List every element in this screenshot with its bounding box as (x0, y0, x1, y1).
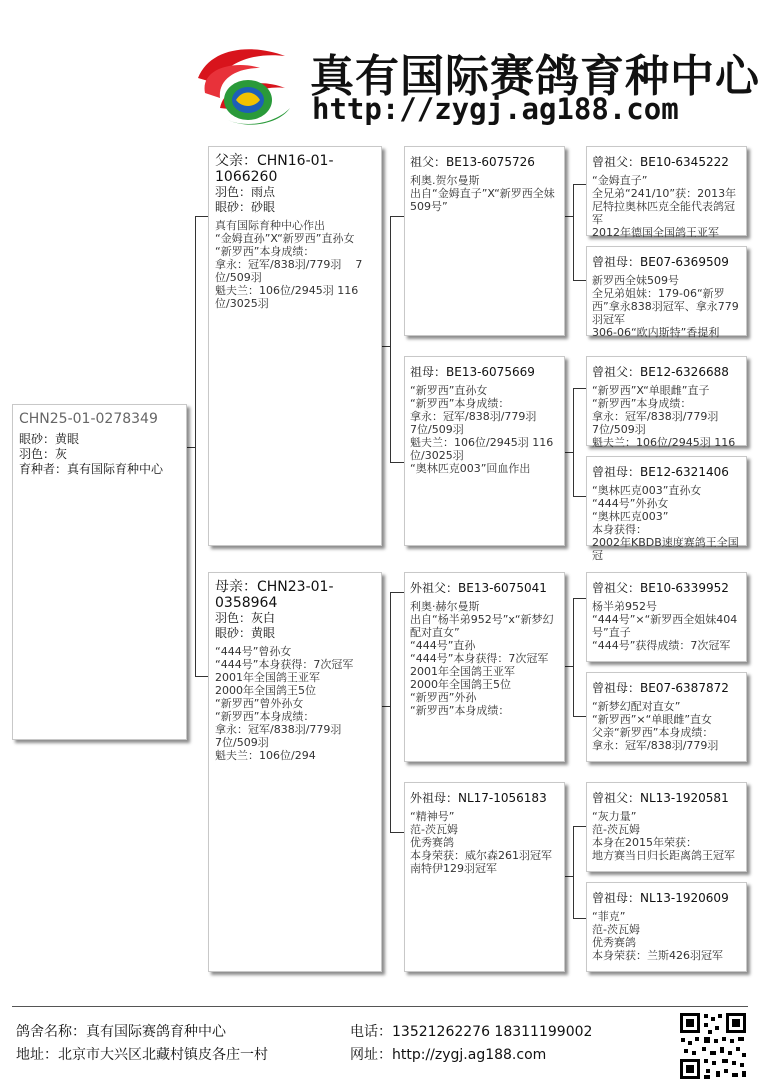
grandsire-card (404, 146, 565, 336)
dam-eye: 眼砂：黄眼 (215, 626, 276, 640)
maternal-granddam-notes: “精神号” 范-茨瓦姆 优秀赛鸽 本身荣获：威尔森261羽冠军 南特伊129羽冠军 (410, 810, 552, 875)
connector-line (390, 216, 391, 462)
granddam-ring: 祖母：BE13-6075669 (410, 365, 535, 379)
footer-loft-label: 鸽舍名称： (16, 1024, 86, 1040)
connector-line (565, 876, 573, 877)
connector-line (390, 216, 404, 217)
maternal-grandsire-card (404, 572, 565, 762)
great-grandparent-card-2 (586, 246, 747, 339)
great-grandparent-ring: 曾祖母：BE07-6387872 (592, 681, 729, 695)
connector-line (382, 706, 390, 707)
connector-line (573, 918, 586, 919)
connector-line (390, 592, 404, 593)
connector-line (565, 452, 573, 453)
connector-line (573, 826, 586, 827)
connector-line (187, 447, 195, 448)
grandsire-ring: 祖父：BE13-6075726 (410, 155, 535, 169)
great-grandparent-ring: 曾祖母：BE07-6369509 (592, 255, 729, 269)
connector-line (565, 666, 573, 667)
connector-line (573, 184, 574, 280)
connector-line (573, 388, 586, 389)
sire-card (208, 146, 382, 546)
great-grandparent-ring: 曾祖父：BE10-6345222 (592, 155, 729, 169)
connector-line (573, 598, 574, 716)
footer-phone (350, 1021, 592, 1041)
maternal-grandsire-notes: 利奥·赫尔曼斯 出自“杨半弟952号”x“新梦幻配对直女” “444号”直孙 “444号”本身获得：7次冠军 2001年全国鸽王亚军 2000年全国鸽王5位 “新罗西”外孙 “新罗西”本身成绩： (410, 600, 554, 717)
sire-notes: 真有国际育种中心作出 “金姆直孙”X“新罗西”直孙女 “新罗西”本身成绩： 拿永：冠军/838羽/779羽 7位/509羽 魁夫兰：106位/2945羽 116位/3025羽 (215, 219, 363, 310)
footer-address (16, 1044, 268, 1064)
connector-line (390, 462, 404, 463)
sire-eye: 眼砂：砂眼 (215, 200, 276, 214)
great-grandparent-notes: “灰力量” 范-茨瓦姆 本身在2015年荣获： 地方赛当日归长距离鸽王冠军 (592, 810, 735, 862)
footer-address-value: 北京市大兴区北藏村镇皮各庄一村 (58, 1047, 268, 1063)
great-grandparent-card-6 (586, 672, 747, 762)
great-grandparent-ring: 曾祖父：NL13-1920581 (592, 791, 729, 805)
footer-web-value[interactable]: http://zygj.ag188.com (392, 1047, 547, 1063)
grandsire-notes: 利奥.贺尔曼斯 出自“金姆直子”X“新罗西全妹509号” (410, 174, 555, 213)
connector-line (195, 676, 208, 677)
great-grandparent-card-5 (586, 572, 747, 662)
maternal-granddam-card (404, 782, 565, 972)
great-grandparent-card-7 (586, 782, 747, 872)
great-grandparent-card-4 (586, 456, 747, 562)
logo-emblem-icon (190, 38, 302, 128)
header-url[interactable]: http://zygj.ag188.com (312, 92, 679, 126)
connector-line (382, 346, 390, 347)
footer-web-label: 网址： (350, 1047, 392, 1063)
great-grandparent-ring: 曾祖母：BE12-6321406 (592, 465, 729, 479)
footer-divider (12, 1006, 748, 1007)
footer-address-label: 地址： (16, 1047, 58, 1063)
subject-eye: 眼砂：黄眼 (19, 432, 80, 446)
dam-ring: 母亲：CHN23-01-0358964 (215, 579, 334, 611)
sire-ring: 父亲：CHN16-01-1066260 (215, 153, 334, 185)
center-title: 真有国际赛鸽育种中心 (310, 51, 760, 102)
subject-color: 羽色：灰 (19, 447, 68, 461)
great-grandparent-notes: 杨半弟952号 “444号”×“新罗西全姐妹404号”直子 “444号”获得成绩：7次冠军 (592, 600, 738, 652)
great-grandparent-notes: “奥林匹克003”直孙女 “444号”外孙女 “奥林匹克003” 本身获得： 2002年KBDB速度赛鸽王全国冠 (592, 484, 739, 562)
connector-line (390, 592, 391, 832)
qr-code-icon (678, 1011, 748, 1081)
maternal-granddam-ring: 外祖母：NL17-1056183 (410, 791, 547, 805)
dam-notes: “444号”曾孙女 “444号”本身获得：7次冠军 2001年全国鸽王亚军 2000年全国鸽王5位 “新罗西”曾外孙女 “新罗西”本身成绩： 拿永：冠军/838羽/779羽 7位/509羽 魁夫兰：106位/294 (215, 645, 354, 762)
great-grandparent-ring: 曾祖母：NL13-1920609 (592, 891, 729, 905)
great-grandparent-ring: 曾祖父：BE10-6339952 (592, 581, 729, 595)
connector-line (573, 716, 586, 717)
great-grandparent-notes: “新罗西”X“单眼雌”直子 “新罗西”本身成绩： 拿永：冠军/838羽/779羽 7位/509羽 魁夫兰：106位/2945羽 116 (592, 384, 736, 449)
subject-ring: CHN25-01-0278349 (19, 411, 158, 427)
connector-line (195, 216, 196, 676)
footer-loft (16, 1021, 226, 1041)
footer-loft-name: 真有国际赛鸽育种中心 (86, 1024, 226, 1040)
connector-line (390, 832, 404, 833)
great-grandparent-notes: 新罗西全妹509号 全兄弟姐妹：179-06“新罗西”拿永838羽冠军、拿永779羽冠军 306-06“欧内斯特”香提利 (592, 274, 739, 339)
connector-line (565, 216, 573, 217)
connector-line (573, 826, 574, 918)
connector-line (573, 280, 586, 281)
great-grandparent-notes: “金姆直子” 全兄弟“241/10”获：2013年尼特拉奥林匹克全能代表鸽冠军 2012年德国全国鸽王亚军 (592, 174, 737, 239)
connector-line (573, 496, 586, 497)
connector-line (573, 598, 586, 599)
footer-phone-value: 13521262276 18311199002 (392, 1024, 593, 1040)
great-grandparent-notes: “菲克” 范-茨瓦姆 优秀赛鸽 本身荣获：兰斯426羽冠军 (592, 910, 723, 962)
great-grandparent-card-3 (586, 356, 747, 449)
granddam-card (404, 356, 565, 546)
connector-line (573, 388, 574, 496)
subject-breeder: 育种者：真有国际育种中心 (19, 462, 164, 476)
logo (190, 38, 302, 128)
subject-card (12, 404, 187, 740)
footer-phone-label: 电话： (350, 1024, 392, 1040)
maternal-grandsire-ring: 外祖父：BE13-6075041 (410, 581, 547, 595)
sire-color: 羽色：雨点 (215, 185, 276, 199)
great-grandparent-notes: “新梦幻配对直女” “新罗西”×“单眼雌”直女 父亲“新罗西”本身成绩： 拿永：冠军/838羽/779羽 (592, 700, 719, 752)
connector-line (195, 216, 208, 217)
great-grandparent-card-8 (586, 882, 747, 972)
dam-card (208, 572, 382, 972)
connector-line (573, 184, 586, 185)
great-grandparent-card-1 (586, 146, 747, 239)
granddam-notes: “新罗西”直孙女 “新罗西”本身成绩： 拿永：冠军/838羽/779羽 7位/509羽 魁夫兰：106位/2945羽 116位/3025羽 “奥林匹克003”回血作出 (410, 384, 554, 475)
footer-web (350, 1044, 546, 1064)
great-grandparent-ring: 曾祖父：BE12-6326688 (592, 365, 729, 379)
dam-color: 羽色：灰白 (215, 611, 276, 625)
